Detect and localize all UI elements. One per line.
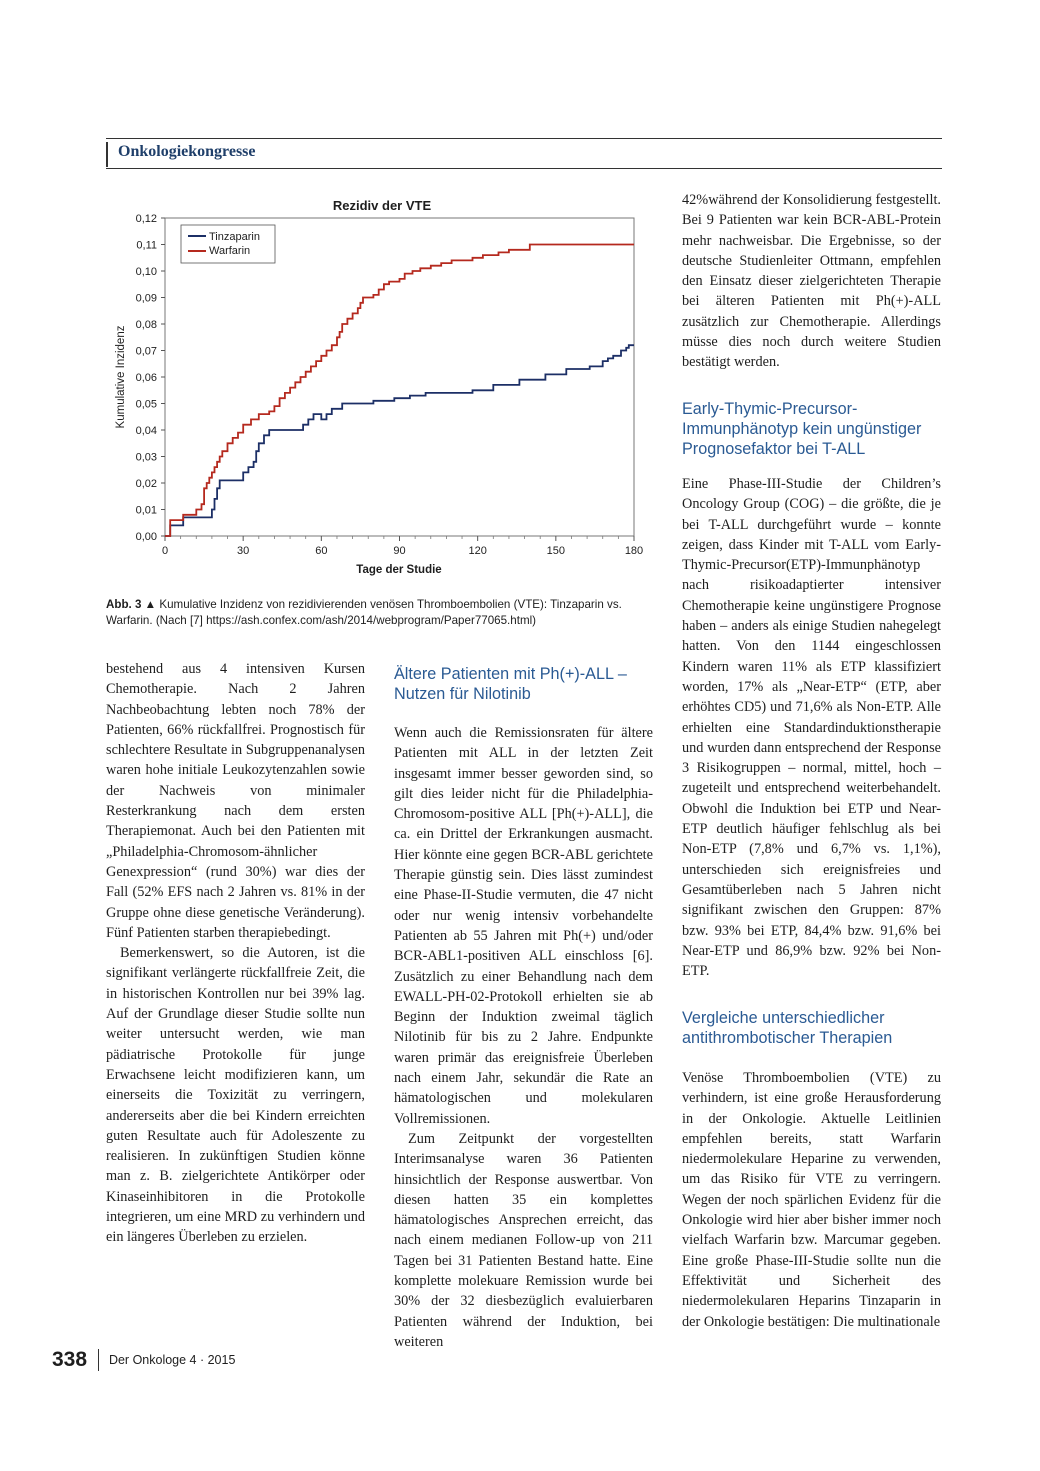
column-2 <box>394 723 653 1352</box>
x-tick-label: 0 <box>161 545 169 557</box>
section-rule <box>106 168 942 169</box>
y-tick-label: 0,06 <box>135 372 157 384</box>
legend <box>181 225 275 263</box>
y-tick-label: 0,01 <box>135 504 157 517</box>
x-axis <box>162 536 643 557</box>
y-tick-label: 0,05 <box>135 398 157 411</box>
journal-reference: Der Onkologe 4 · 2015 <box>108 1353 236 1367</box>
paragraph: bestehend aus 4 intensiven Kursen Chemotherapie. Nach 2 Jahren Nachbeobachtung lebten noch 78% der Patienten, 66% rückfallfrei. Prognostisch für schlechtere Resultate in Subgruppenanalysen waren hohe initiale Leukozytenzahlen sowie der Nachweis von minimaler Resterkrankung nach dem ersten Therapiemonat. Auch bei den Patienten mit „Philadelphia-Chromosom-ähnlicher Genexpression“ (rund 30%) war dies der Fall (52% EFS nach 2 Jahren vs. 81% in der Gruppe ohne diese genetische Veränderung). Fünf Patienten starben therapiebedingt. <box>106 661 365 941</box>
column-3-middle <box>682 474 941 981</box>
caption-text: Kumulative Inzidenz von rezidivierenden venösen Thromboembolien (VTE): Tinzaparin vs. Warfarin. (Nach [7] https://ash.confex.com/ash/2014/webprogram/Paper77065.html) <box>106 598 622 627</box>
series-group <box>165 245 634 537</box>
heading-nilotinib: Ältere Patienten mit Ph(+)-ALL – Nutzen für Nilotinib <box>394 665 627 703</box>
page-number: 338 <box>52 1348 88 1371</box>
paragraph: Bemerkenswert, so die Autoren, ist die signifikant verlängerte rückfallfreie Zeit, die in historischen Kontrollen nur bei 39% lag. Auf der Grundlage dieser Studie sollte nun weiter untersucht werden, wie man pädiatrische Protokolle für junge Erwachsene leicht modifizieren kann, um einerseits die Toxizität zu verringern, andererseits aber die bei Kindern erreichten guten Resultate auch für Adoleszente zu realisieren. In zukünftigen Studien könne man z. B. zielgerichtete Antikörper oder Kinaseinhibitoren in die Protokolle integrieren, um eine MRD zu verhindern und ein längeres Überleben zu erzielen. <box>106 945 365 1246</box>
column-3-top <box>682 190 941 373</box>
y-tick-label: 0,00 <box>135 531 157 543</box>
paragraph: Wenn auch die Remissionsraten für ältere Patienten mit ALL in der letzten Zeit insgesamt immer besser geworden sind, so gilt dies leider nicht für die Philadelphia-Chromosom-positive ALL [Ph(+)-ALL], die ca. ein Drittel der Erkrankungen ausmacht. Hier könnte eine gegen BCR-ABL gerichtete Therapie günstig sein. Dies lässt zumindest eine Phase-II-Studie vermuten, die 47 nicht oder nur wenig intensiv vorbehandelte Patienten ab 55 Jahren mit Ph(+) und/oder BCR-ABL1-positiven ALL einschloss [6]. Zusätzlich zu einer Behandlung nach dem EWALL-PH-02-Protokoll erhielten sie ab Beginn der Induktion zweimal täglich Nilotinib für bis zu 2 Jahre. Endpunkte waren primär das ereignisfreie Überleben nach einem Jahr, sekundär die Rate an hämatologischen und molekularen Vollremissionen. <box>394 725 653 1127</box>
legend-label-warfarin: Warfarin <box>209 245 251 257</box>
series-line-tinzaparin <box>165 345 634 536</box>
caption-label: Abb. 3 ▲ <box>106 598 157 611</box>
paragraph: Zum Zeitpunkt der vorgestellten Interimsanalyse waren 36 Patienten hinsichtlich der Response auswertbar. Von diesen hatten 35 ein komplettes hämatologisches Ansprechen erreicht, das nach einem medianen Follow-up von 211 Tagen bei 31 Patienten Bestand hatte. Eine komplette molekuare Remission wurde bei 30% der 32 diesbezüglich evaluierbaren Patienten während der Induktion, bei weiteren <box>394 1130 653 1350</box>
plot-frame <box>165 218 634 536</box>
y-tick-label: 0,12 <box>135 213 157 225</box>
footer-separator <box>98 1349 99 1371</box>
y-tick-label: 0,07 <box>135 345 157 358</box>
chart-title: Rezidiv der VTE <box>332 198 432 213</box>
x-tick-label: 180 <box>624 545 644 557</box>
y-tick-label: 0,02 <box>135 478 157 490</box>
figure-caption <box>106 597 666 629</box>
heading-antithrombotic: Vergleiche unterschiedlicher antithrombotischer Therapien <box>682 1009 893 1047</box>
y-axis-label: Kumulative Inzidenz <box>115 325 127 429</box>
heading-etp: Early-Thymic-Precursor-Immunphänotyp kein ungünstiger Prognosefaktor bei T-ALL <box>682 400 922 458</box>
top-rule <box>106 138 942 139</box>
x-tick-label: 90 <box>393 545 406 557</box>
x-axis-label: Tage der Studie <box>356 564 442 576</box>
page-footer <box>52 1348 235 1372</box>
y-tick-label: 0,08 <box>135 319 157 331</box>
legend-label-tinzaparin: Tinzaparin <box>209 231 260 243</box>
x-tick-label: 150 <box>546 545 566 557</box>
section-bar <box>106 142 108 167</box>
y-tick-label: 0,04 <box>135 425 157 437</box>
y-tick-label: 0,11 <box>136 239 157 252</box>
x-tick-label: 30 <box>237 545 250 557</box>
x-tick-label: 120 <box>468 545 487 557</box>
y-tick-label: 0,10 <box>135 266 157 278</box>
series-line-warfarin <box>165 245 634 537</box>
x-tick-label: 60 <box>315 545 328 557</box>
y-axis <box>136 213 165 543</box>
column-1 <box>106 659 365 1248</box>
section-title: Onkologiekongresse <box>118 143 256 160</box>
column-3-bottom <box>682 1068 941 1332</box>
y-tick-label: 0,09 <box>135 292 157 305</box>
y-tick-label: 0,03 <box>135 451 157 464</box>
paragraph: 42%während der Konsolidierung festgestellt. Bei 9 Patienten war kein BCR-ABL-Protein mehr nachweisbar. Die Ergebnisse, so der deutsche Studienleiter Ottmann, empfehlen den Einsatz dieser zielgerichteten Therapie bei älteren Patienten mit Ph(+)-ALL zusätzlich zur Chemotherapie. Allerdings müsse dies noch durch weitere Studien bestätigt werden. <box>682 192 941 371</box>
paragraph: Venöse Thromboembolien (VTE) zu verhindern, ist eine große Herausforderung in der Onkologie. Aktuelle Leitlinien empfehlen bereits, statt Warfarin niedermolekulare Heparine zu verwenden, um das Risiko für VTE zu verringern. Wegen der noch spärlichen Evidenz für die Onkologie wird hier aber bisher immer noch vielfach Warfarin bzw. Marcumar gegeben. Eine große Phase-III-Studie sollte nun die Effektivität und Sicherheit des niedermolekularen Heparins Tinzaparin in der Onkologie bestätigen: Die multinationale <box>682 1070 941 1330</box>
vte-chart <box>106 188 654 588</box>
paragraph: Eine Phase-III-Studie der Children’s Oncology Group (COG) – die größte, die je bei T-ALL durchgeführt wurde – konnte zeigen, dass Kinder mit T-ALL vom Early-Thymic-Precursor(ETP)-Immunphänotyp nach risikoadaptierter intensiver Chemotherapie keine ungünstigere Prognose haben – anders als einige Studien nahegelegt hatten. Von den 1144 eingeschlossen Kindern waren 11% als ETP klassifiziert worden, 17% als „Near-ETP“ (ETP, aber erhöhtes CD5) und 71,6% als Non-ETP. Alle erhielten eine Standardinduktionstherapie und wurden dann entsprechend der Response 3 Risikogruppen – normal, mittel, hoch – zugeteilt und entsprechend weiterbehandelt. Obwohl die Induktion bei ETP und Near-ETP deutlich häufiger fehlschlug als bei Non-ETP (7,8% und 6,7% vs. 1,1%), unterschieden sich ereignisfreies und Gesamtüberleben nach 5 Jahren nicht signifikant zwischen den Gruppen: 87% bzw. 93% bei ETP, 84,4% bzw. 91,6% bei Near-ETP und 86,9% bzw. 92% bei Non-ETP. <box>682 476 941 980</box>
